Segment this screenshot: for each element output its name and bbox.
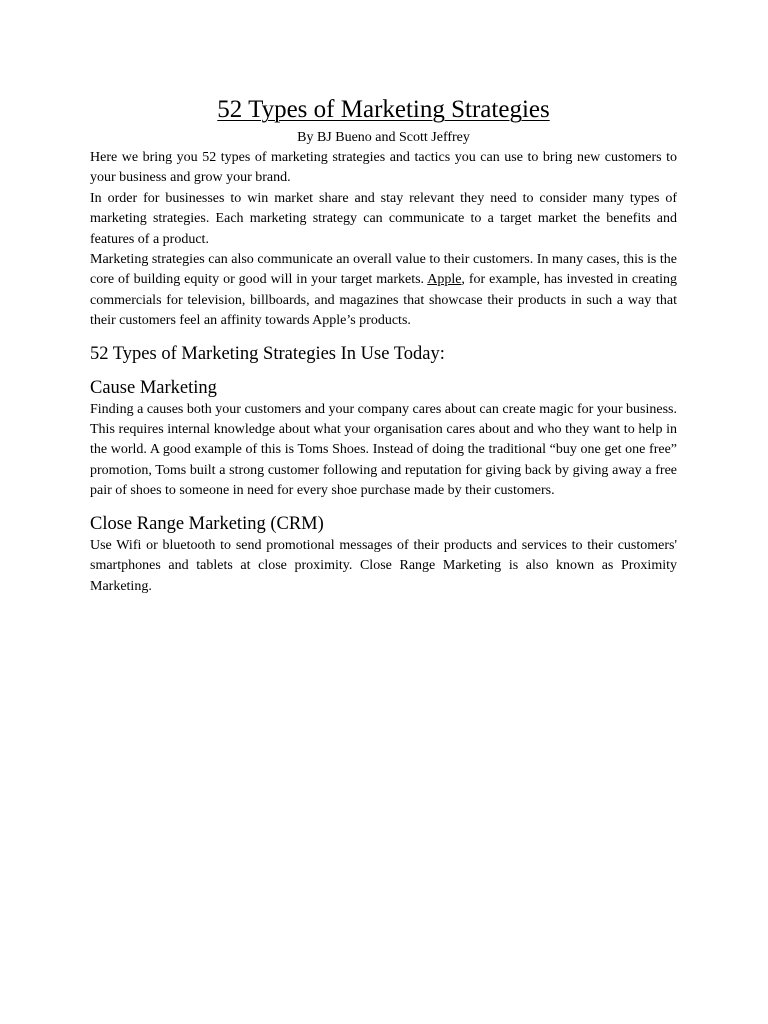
intro-paragraph-3 — [90, 250, 677, 332]
intro-paragraph-1: Here we bring you 52 types of marketing strategies and tactics you can use to bring new customers to your business and grow your brand. — [90, 150, 677, 186]
close-range-marketing-body: Use Wifi or bluetooth to send promotional messages of their products and services to their customers' smartphones and tablets at close proximity. Close Range Marketing is also known as Proximity Marketing. — [90, 537, 677, 594]
intro-paragraph-3-text-b: , for example, has invested in creating commercials for television, billboards, and magazines that showcase their products in such a way that their customers feel an affinity towards Apple’s products. — [90, 272, 677, 329]
intro-paragraph-2: In order for businesses to win market share and stay relevant they need to consider many types of marketing strategies. Each marketing strategy can communicate to a target market the benefits and features of a product. — [90, 190, 677, 247]
intro-section — [90, 148, 677, 332]
document-title: 52 Types of Marketing Strategies — [217, 96, 550, 123]
apple-link[interactable]: Apple — [427, 272, 462, 288]
types-heading: 52 Types of Marketing Strategies In Use Today: — [90, 343, 445, 364]
cause-marketing-body: Finding a causes both your customers and your company cares about can create magic for your business. This requires internal knowledge about what your organisation cares about and who they want to help in the world. A good example of this is Toms Shoes. Instead of doing the traditional “buy one get one free” promotion, Toms built a strong customer following and reputation for giving back by giving away a free pair of shoes to someone in need for every shoe purchase made by their customers. — [90, 401, 677, 499]
document-byline: By BJ Bueno and Scott Jeffrey — [297, 130, 470, 145]
intro-paragraph-3-text-a: Marketing strategies can also communicate an overall value to their customers. In many cases, this is the core of building equity or good will in your target markets. — [90, 252, 677, 288]
document-page — [90, 94, 677, 597]
cause-marketing-heading: Cause Marketing — [90, 377, 217, 398]
close-range-marketing-heading: Close Range Marketing (CRM) — [90, 513, 324, 534]
